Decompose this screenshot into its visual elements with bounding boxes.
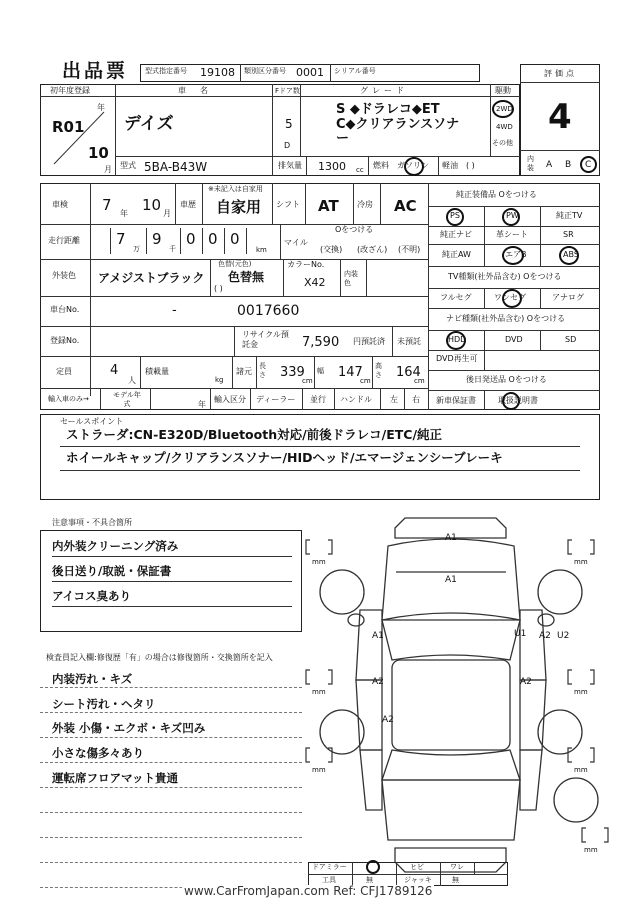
dvd-playable: DVD再生可 — [436, 354, 478, 363]
equip-aw: 純正AW — [442, 250, 471, 259]
month-unit: 月 — [104, 165, 112, 174]
tv-analog: アナログ — [552, 293, 584, 302]
model-year-label: モデル年式 — [113, 391, 141, 408]
navi-dvd: DVD — [505, 335, 523, 344]
interior-c: C — [585, 160, 592, 170]
drive-2wd: 2WD — [496, 105, 513, 113]
height-unit: cm — [414, 377, 425, 385]
equip-abs-circle — [559, 246, 579, 265]
fuel-circle — [404, 157, 424, 176]
chassis-label: 車台No. — [50, 305, 80, 314]
mm-spare-left: mm — [312, 766, 326, 774]
color-no-label: カラーNo. — [287, 260, 325, 269]
legend-jack: ジャッキ — [404, 876, 432, 884]
recycle-paid: 円預託済 — [353, 337, 385, 346]
interior-color-label: 内装色 — [344, 270, 358, 287]
import-label: 輸入車のみ→ — [48, 395, 89, 403]
drive-2wd-circle — [492, 100, 514, 118]
equip-sr: SR — [563, 230, 574, 239]
mark-right-front-door-a2: A2 — [539, 631, 551, 641]
shaken-month-unit: 月 — [163, 209, 171, 218]
mile-label: マイル — [284, 238, 308, 247]
color-change-paren: ( ) — [214, 284, 223, 293]
capacity-unit: 人 — [128, 376, 136, 385]
parallel-label: 並行 — [310, 395, 326, 404]
inspector-item-2: シート汚れ・ヘタリ — [52, 697, 156, 711]
shift-value: AT — [318, 197, 339, 215]
meter-unknown: (不明) — [398, 245, 421, 254]
mileage-unit: km — [256, 246, 267, 254]
sales-points-line-1: ストラーダ:CN-E320D/Bluetooth対応/前後ドラレコ/ETC/純正 — [66, 427, 443, 442]
equip-abs: ABS — [563, 250, 579, 259]
mm-spare: mm — [584, 846, 598, 854]
grade-line-3: ー — [336, 131, 350, 146]
caution-item-1: 内外装クリーニング済み — [52, 539, 179, 553]
tv-title: TV種類(社外品含む) Oをつける — [448, 272, 562, 281]
equip-leather: 革シート — [496, 230, 528, 239]
mileage-digit-2: 9 — [152, 230, 162, 248]
displacement-label: 排気量 — [278, 161, 302, 170]
tv-oneseg: ワンセグ — [494, 293, 526, 302]
right-label: 右 — [412, 395, 420, 404]
mm-rear-right: mm — [574, 688, 588, 696]
model-label: 型式 — [120, 161, 136, 170]
recycle-value: 7,590 — [302, 335, 340, 350]
mm-spare-right: mm — [574, 766, 588, 774]
drive-label: 駆動 — [495, 86, 511, 95]
legend-crack: ヒビ — [410, 863, 424, 871]
load-unit: kg — [215, 376, 224, 384]
grade-line-1: S ◆ドラレコ◆ET — [336, 102, 440, 117]
first-reg-month: 10 — [88, 144, 109, 162]
first-reg-label: 初年度登録 — [50, 86, 90, 95]
color-change-value: 色替無 — [228, 270, 265, 284]
color-no-value: X42 — [304, 276, 326, 289]
width-label: 幅 — [317, 367, 324, 375]
mm-front-left: mm — [312, 558, 326, 566]
sales-points-line-2: ホイールキャップ/クリアランスソナー/HIDヘッド/エマージェンシーブレーキ — [66, 450, 503, 465]
dims-label: 諸元 — [236, 367, 252, 376]
serial-label: シリアル番号 — [334, 67, 376, 75]
mark-hood: A1 — [445, 575, 457, 585]
navi-hdd: HDD — [448, 335, 467, 344]
equip-airbag-circle — [502, 246, 524, 265]
shift-label: シフト — [276, 200, 300, 209]
mileage-label: 走行距離 — [48, 236, 80, 245]
interior-label: 内装 — [527, 155, 534, 172]
mark-right-front-door-u1: U1 — [514, 629, 527, 639]
navi-title: ナビ種類(社外品含む) Oをつける — [446, 314, 566, 323]
color-label: 外装色 — [52, 271, 76, 280]
grade-line-2: C◆クリアランスソナ — [336, 117, 460, 132]
year-unit: 年 — [97, 103, 105, 112]
inspector-label: 検査員記入欄:修復歴「有」の場合は修復箇所・交換箇所を記入 — [46, 653, 273, 662]
interior-b: B — [565, 160, 572, 170]
dealer-label: ディーラー — [256, 395, 296, 404]
equip-navi: 純正ナビ — [440, 230, 472, 239]
equip-airbag: エアB — [505, 250, 527, 259]
import-class-label: 輸入区分 — [214, 395, 246, 404]
meter-modified: (改ざん) — [357, 245, 388, 254]
capacity-value: 4 — [110, 363, 119, 378]
height-value: 164 — [396, 365, 421, 380]
model-cert-label: 型式指定番号 — [145, 67, 187, 75]
equip-ps-circle — [446, 208, 464, 226]
document-title: 出品票 — [62, 60, 129, 82]
equip-tv: 純正TV — [556, 211, 583, 220]
model-value: 5BA-B43W — [144, 160, 208, 174]
fuel-label: 燃料 — [373, 161, 389, 170]
mileage-man: 万 — [133, 245, 140, 253]
equip-pw: PW — [506, 211, 519, 220]
equip-ps: PS — [450, 211, 460, 220]
car-damage-diagram — [300, 510, 612, 890]
class-value: 0001 — [296, 66, 324, 79]
length-label: 長さ — [259, 362, 266, 379]
rating-value: 4 — [548, 97, 572, 137]
doors-label: Fドア数 — [275, 87, 300, 95]
legend-jack-none: 無 — [452, 876, 459, 884]
left-label: 左 — [390, 395, 398, 404]
length-unit: cm — [302, 377, 313, 385]
displacement-value: 1300 — [318, 160, 346, 173]
caution-label: 注意事項・不具合箇所 — [52, 518, 132, 527]
usage-note: ※未記入は自家用 — [208, 185, 263, 193]
later-warranty: 新車保証書 — [436, 396, 476, 405]
length-value: 339 — [280, 365, 305, 380]
meter-exchange: (交換) — [320, 245, 343, 254]
fuel-value: ガソリン — [397, 161, 429, 170]
vehicle-name: デイズ — [124, 114, 174, 134]
mark-left-front-door: A1 — [372, 631, 384, 641]
chassis-value: 0017660 — [237, 303, 300, 319]
mileage-digit-5: 0 — [230, 230, 240, 248]
import-year-unit: 年 — [198, 400, 206, 409]
shaken-year-unit: 年 — [120, 209, 128, 218]
model-cert-value: 19108 — [200, 66, 235, 79]
mark-bumper: A1 — [445, 533, 457, 543]
caution-item-3: アイコス臭あり — [52, 589, 132, 603]
watermark: www.CarFromJapan.com Ref: CFJ1789126 — [184, 884, 433, 898]
mileage-digit-4: 0 — [208, 230, 218, 248]
tv-fullseg: フルセグ — [440, 293, 472, 302]
ac-label: 冷房 — [357, 200, 373, 209]
drive-other: その他 — [492, 139, 513, 147]
first-reg-era: R01 — [52, 118, 85, 136]
registration-label: 登録No. — [50, 336, 80, 345]
doors-suffix: D — [284, 141, 291, 150]
color-change-label: 色替(元色) — [218, 260, 252, 268]
name-label: 車名 — [178, 86, 222, 95]
interior-c-circle — [580, 156, 597, 173]
later-title: 後日発送品 Oをつける — [466, 375, 547, 384]
sales-points-label: セールスポイント — [60, 417, 124, 426]
inspector-item-5: 運転席フロアマット貴通 — [52, 771, 179, 785]
later-manual: 取扱説明書 — [498, 396, 538, 405]
load-label: 積載量 — [145, 367, 169, 376]
mark-right-fender-u2: U2 — [557, 631, 570, 641]
navi-sd: SD — [565, 335, 577, 344]
displacement-unit: cc — [356, 166, 364, 174]
doors-value: 5 — [285, 117, 293, 131]
shaken-year: 7 — [102, 196, 112, 214]
mark-left-quarter: A2 — [382, 715, 394, 725]
inspector-item-1: 内装汚れ・キズ — [52, 672, 133, 686]
legend-tools: 工具 — [322, 876, 336, 884]
legend-tools-none: 無 — [366, 876, 373, 884]
capacity-label: 定員 — [56, 367, 72, 376]
height-label: 高さ — [375, 362, 382, 379]
width-unit: cm — [360, 377, 371, 385]
genuine-title: 純正装備品 Oをつける — [456, 190, 537, 199]
mileage-digit-3: 0 — [186, 230, 196, 248]
grade-label: グレード — [360, 86, 408, 95]
interior-a: A — [546, 160, 553, 170]
class-label: 類別区分番号 — [244, 67, 286, 75]
navi-hdd-circle — [446, 331, 466, 350]
usage-label: 車歴 — [180, 200, 196, 209]
mm-rear-left: mm — [312, 688, 326, 696]
equip-pw-circle — [502, 208, 520, 226]
chassis-dash: - — [172, 303, 177, 318]
legend-break: ワレ — [450, 863, 464, 871]
mark-right-rear-door: A2 — [520, 677, 532, 687]
width-value: 147 — [338, 365, 363, 380]
tv-oneseg-circle — [502, 289, 522, 308]
rating-label: 評価点 — [544, 69, 577, 78]
light-oil-label: 軽油 — [442, 161, 458, 170]
caution-item-2: 後日送り/取説・保証書 — [52, 564, 172, 578]
inspector-item-3: 外装 小傷・エクボ・キズ凹み — [52, 721, 206, 735]
inspector-item-4: 小さな傷多々あり — [52, 746, 144, 760]
recycle-label: リサイクル預託金 — [242, 330, 289, 349]
drive-4wd: 4WD — [496, 123, 513, 131]
handle-label: ハンドル — [340, 395, 372, 404]
shaken-month: 10 — [142, 196, 162, 214]
mark-hint: Oをつける — [335, 225, 374, 234]
recycle-unpaid: 未預託 — [397, 337, 421, 346]
shaken-label: 車検 — [52, 200, 68, 209]
mileage-sen: 千 — [169, 245, 176, 253]
ac-value: AC — [394, 197, 417, 215]
later-manual-circle — [502, 392, 520, 410]
legend-mirror-circle — [366, 860, 380, 874]
mileage-digit-1: 7 — [116, 230, 126, 248]
usage-value: 自家用 — [216, 198, 262, 216]
mm-front-right: mm — [574, 558, 588, 566]
mark-left-rear-door: A2 — [372, 677, 384, 687]
color-value: アメジストブラック — [98, 271, 205, 285]
light-oil-paren: ( ) — [466, 161, 475, 170]
legend-door-mirror: ドアミラー — [312, 863, 347, 871]
